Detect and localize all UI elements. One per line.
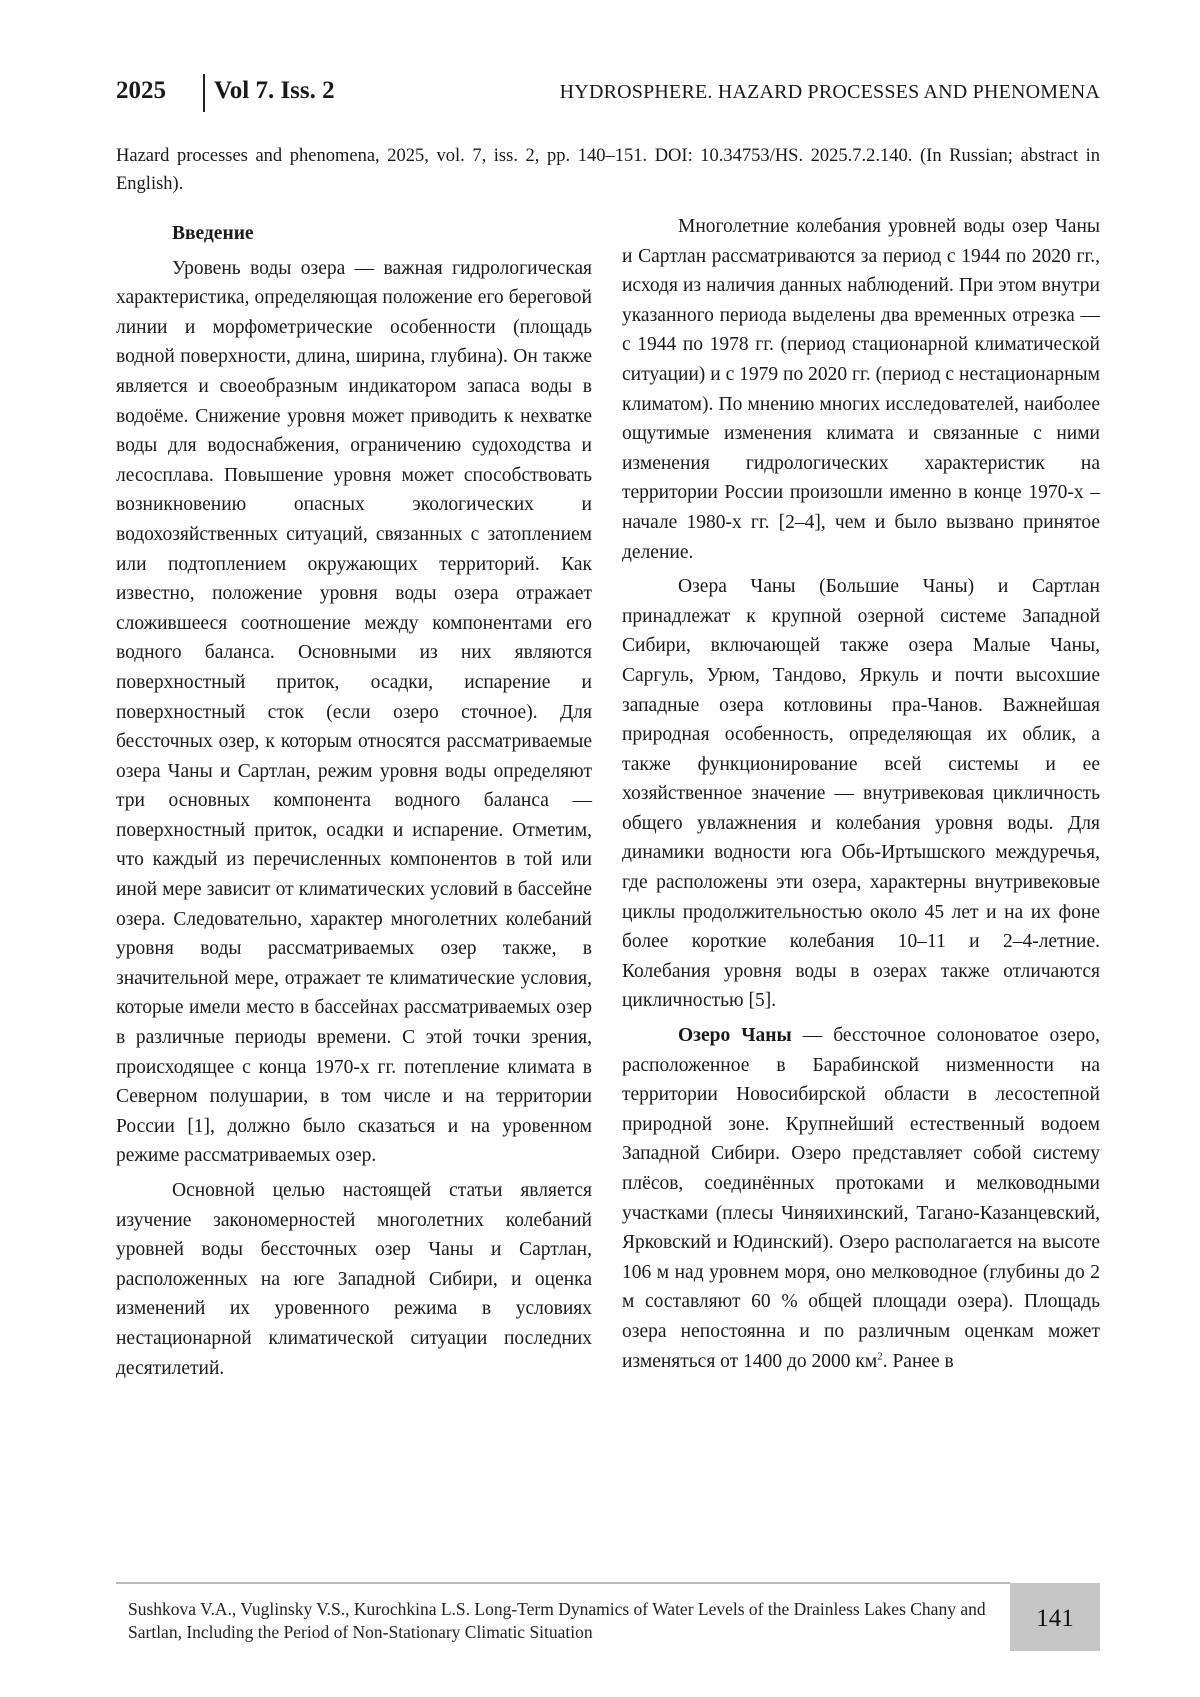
header-divider <box>203 74 205 112</box>
right-column <box>622 212 1100 1376</box>
page-number: 141 <box>1036 1605 1074 1632</box>
reference-continuation: Hazard processes and phenomena, 2025, vol. 7, iss. 2, pp. 140–151. DOI: 10.34753/HS. 2025.7.2.140. (In Russian; abstract in English). <box>116 146 1100 194</box>
lake-chany-text: — бессточное солоноватое озеро, расположенное в Барабинской низменности на территории Новосибирской области в лесостепной природной зоне. Крупнейший естественный водоем Западной Сибири. Озеро представляет собой систему плёсов, соединённых протоками и мелководными участками (плесы Чиняихинский, Тагано-Казанцевский, Ярковский и Юдинский). Озеро располагается на высоте 106 м над уровнем моря, оно мелководное (глубины до 2 м составляют 60 % общей площади озера). Площадь озера непостоянна и по различным оценкам может изменяться от 1400 до 2000 км <box>622 1025 1100 1372</box>
header-year: 2025 <box>116 77 166 104</box>
paragraph-intro-1: Уровень воды озера — важная гидрологическая характеристика, определяющая положение его береговой линии и морфометрические особенности (площадь водной поверхности, длина, ширина, глубина). Он также является и своеобразным индикатором запаса воды в водоёме. Снижение уровня может приводить к нехватке воды для водоснабжения, ограничению судоходства и лесосплава. Повышение уровня может способствовать возникновению опасных экологических и водохозяйственных ситуаций, связанных с затоплением или подтоплением окружающих территорий. Как известно, положение уровня воды озера отражает сложившееся соотношение между компонентами его водного баланса. Основными из них являются поверхностный приток, осадки, испарение и поверхностный сток (если озеро сточное). Для бессточных озер, к которым относятся рассматриваемые озера Чаны и Сартлан, режим уровня воды определяют три основных компонента водного баланса — поверхностный приток, осадки и испарение. Отметим, что каждый из перечисленных компонентов в той или иной мере зависит от климатических условий в бассейне озера. Следовательно, характер многолетних колебаний уровня воды рассматриваемых озер также, в значительной мере, отражает те климатические условия, которые имели место в бассейнах рассматриваемых озер в различные периоды времени. С этой точки зрения, происходящее с конца 1970-х гг. потепление климата в Северном полушарии, в том числе и на территории России [1], должно было сказаться и на уровенном режиме рассматриваемых озер. <box>116 257 592 1167</box>
header-volume-issue: Vol 7. Iss. 2 <box>214 77 335 104</box>
paragraph-lake-chany <box>622 1021 1100 1376</box>
footer-rule <box>116 1582 1010 1584</box>
lake-chany-term: Озеро Чаны <box>678 1025 792 1047</box>
lake-chany-text-end: . Ранее в <box>882 1350 954 1372</box>
paragraph-intro-2: Основной целью настоящей статьи является изучение закономерностей многолетних колебаний уровней воды бессточных озер Чаны и Сартлан, расположенных на юге Западной Сибири, и оценка изменений их уровенного режима в условиях нестационарной климатической ситуации последних десятилетий. <box>116 1180 592 1379</box>
paragraph-periods: Многолетние колебания уровней воды озер Чаны и Сартлан рассматриваются за период с 1944 по 2020 гг., исходя из наличия данных наблюдений. При этом внутри указанного периода выделены два временных отрезка — с 1944 по 1978 гг. (период стационарной климатической ситуации) и с 1979 по 2020 гг. (период с нестационарным климатом). По мнению многих исследователей, наиболее ощутимые изменения климата и связанные с ними изменения гидрологических характеристик на территории России произошли именно в конце 1970-х – начале 1980-х гг. [2–4], чем и было вызвано принятое деление. <box>622 216 1100 563</box>
paragraph-lake-system: Озера Чаны (Большие Чаны) и Сартлан принадлежат к крупной озерной системе Западной Сибири, включающей также озера Малые Чаны, Саргуль, Урюм, Тандово, Яркуль и почти высохшие западные озера котловины пра-Чанов. Важнейшая природная особенность, определяющая их облик, а также функционирование всей системы и ее хозяйственное значение — внутривековая цикличность общего увлажнения и колебания уровня воды. Для динамики водности юга Обь-Иртышского междуречья, где расположены эти озера, характерны внутривековые циклы продолжительностью около 45 лет и на их фоне более короткие колебания 10–11 и 2–4-летние. Колебания уровня воды в озерах также отличаются цикличностью [5]. <box>622 576 1100 1012</box>
section-heading-introduction: Введение <box>172 223 254 244</box>
header-journal-title: HYDROSPHERE. HAZARD PROCESSES AND PHENOMENA <box>559 81 1100 103</box>
footer-citation: Sushkova V.A., Vuglinsky V.S., Kurochkina L.S. Long-Term Dynamics of Water Levels of the Drainless Lakes Chany and Sartlan, Including the Period of Non-Stationary Climatic Situation <box>128 1599 986 1642</box>
superscript-2: 2 <box>877 1350 883 1363</box>
page-number-box <box>1010 1583 1100 1651</box>
left-column <box>116 219 592 1383</box>
running-header <box>116 74 1100 114</box>
